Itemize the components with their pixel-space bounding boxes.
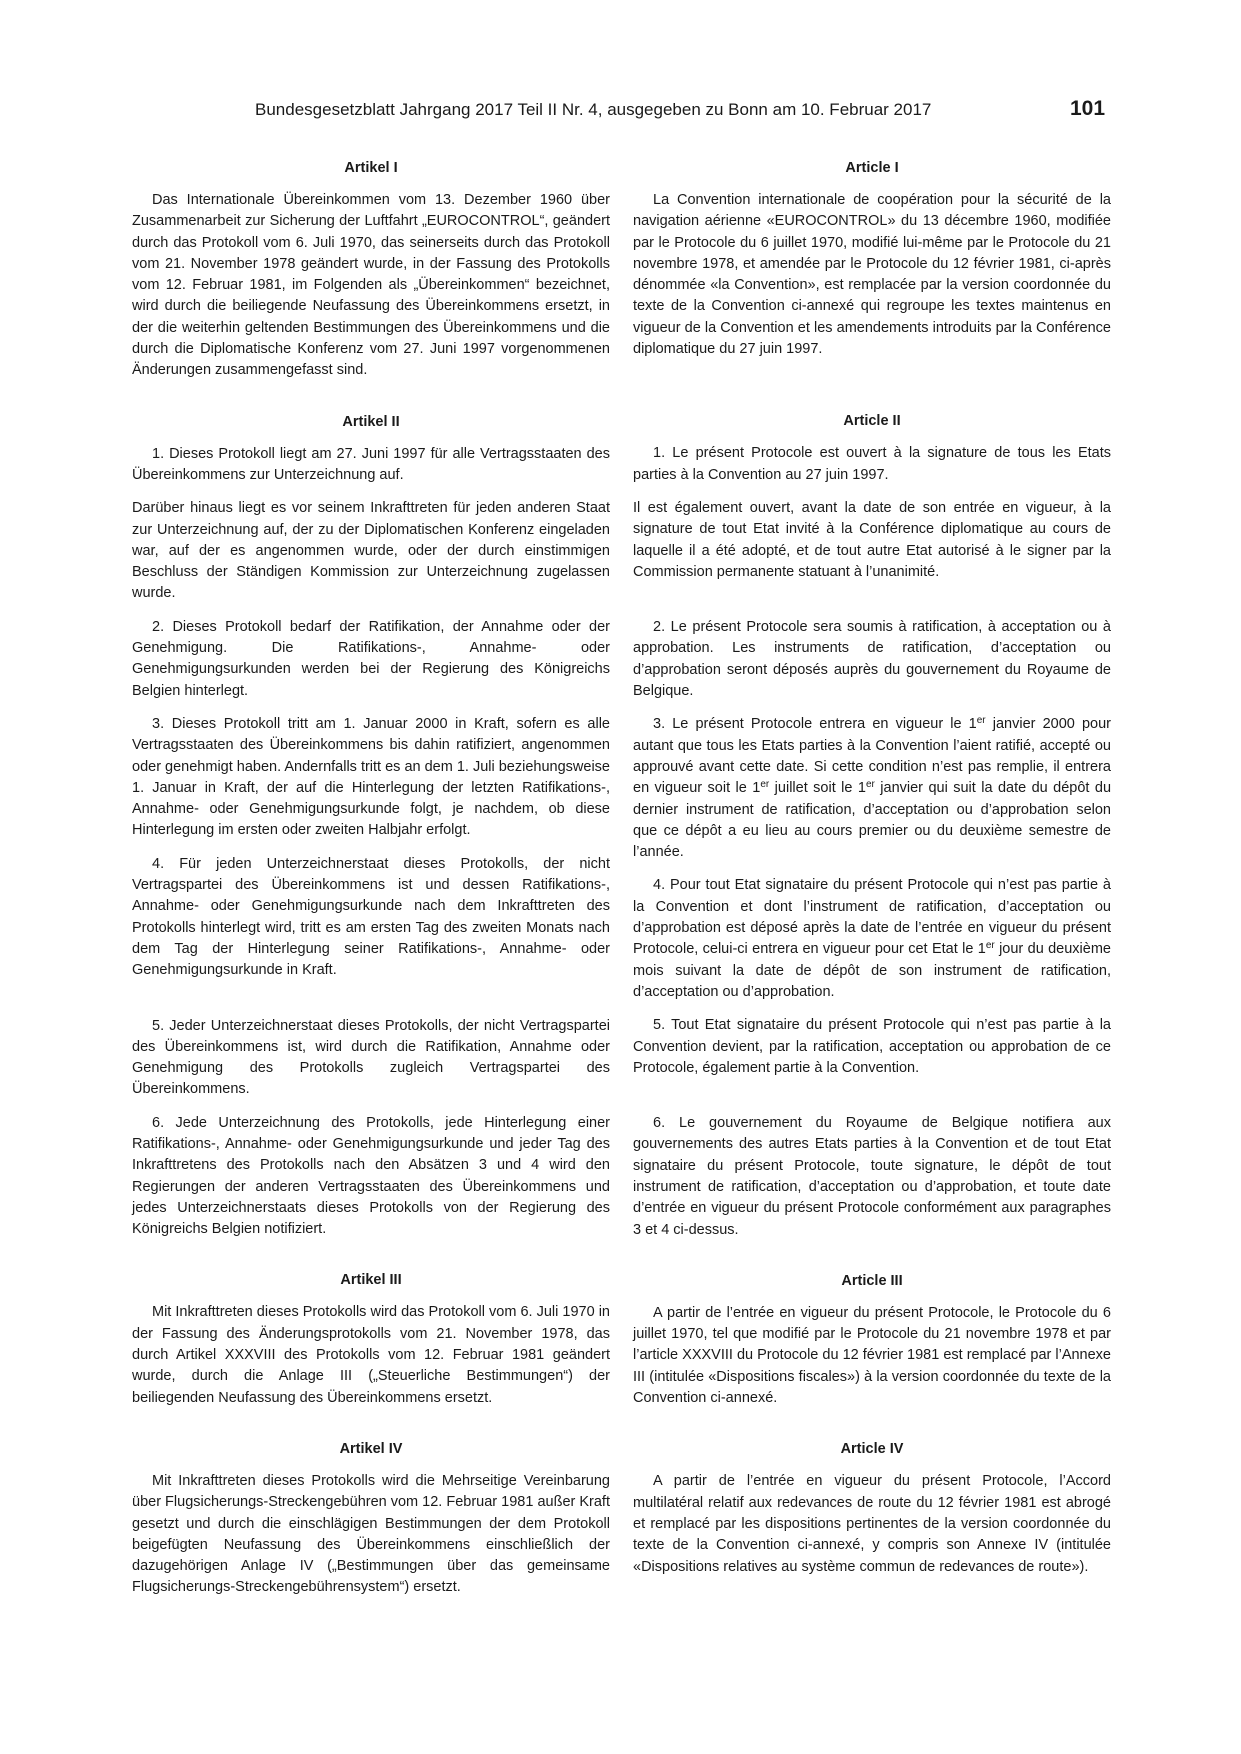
article-3-heading: Article III [841,1272,903,1289]
article-3-paragraph: A partir de l’entrée en vigueur du présent Protocole, le Protocole du 6 juillet 1970, tel que modifié par le Protocole du 21 novembre 1978 et par l’article XXXVIII du Protocole du 12 février 1981 est remplacé par l’Annexe III (intitulée «Dispositions fiscales») à la version coordonnée du texte de la Convention ci-annexé. [633,1304,1111,1407]
superscript-er: er [985,940,995,952]
page-header [0,97,1241,130]
superscript-er: er [976,715,986,727]
artikel-2-paragraph-1b: Darüber hinaus liegt es vor seinem Inkrafttreten für jeden anderen Staat zur Unterzeichnung auf, der zu der Diplomatischen Konferenz eingeladen war, auf der es angenommen wurde, oder der durch einstimmigen Beschluss der Ständigen Kommission zur Unterzeichnung zugelassen wurde. [132,500,610,602]
artikel-3-heading: Artikel III [340,1272,402,1289]
artikel-2-paragraph-4: 4. Für jeden Unterzeichnerstaat dieses Protokolls, der nicht Vertragspartei des Übereinkommens ist und dessen Ratifikations-, Annahme- oder Genehmigungsurkunde nach dem Inkrafttreten des Protokolls hinterlegt wird, tritt es am ersten Tag des zweiten Monats nach dem Tag der Hinterlegung seiner Ratifikations-, Annahme- oder Genehmigungsurkunde in Kraft. [132,855,610,979]
artikel-2-paragraph-6: 6. Jede Unterzeichnung des Protokolls, jede Hinterlegung einer Ratifikations-, Annahme- oder Genehmigungsurkunde und jeder Tag des Inkrafttretens des Protokolls nach den Absätzen 3 und 4 wird den Regierungen der anderen Vertragsstaaten des Übereinkommens und jedes Unterzeichnerstaats dieses Protokolls von der Regierung des Königreichs Belgien notifiziert. [132,1114,610,1238]
article-1-heading: Article I [845,160,899,176]
article-2-paragraph-3-part-a: 3. Le présent Protocole entrera en vigueur le 1 [653,716,977,733]
article-2-paragraph-3-part-c: juillet soit le 1 [769,780,866,797]
artikel-4-heading: Artikel IV [339,1440,403,1457]
article-4-paragraph: A partir de l’entrée en vigueur du présent Protocole, l’Accord multilatéral relatif aux redevances de route du 12 février 1981 est abrogé et remplacé par les dispositions pertinentes de la version coordonnée du texte de la Convention ci-annexé, y compris son Annexe IV (intitulée «Dispositions relatives au système commun de redevances de route»). [633,1473,1111,1575]
artikel-1-paragraph: Das Internationale Übereinkommen vom 13. Dezember 1960 über Zusammenarbeit zur Sicherung der Luftfahrt „EUROCONTROL“, geändert durch das Protokoll vom 6. Juli 1970, das seinerseits durch das Protokoll vom 21. November 1978 geändert wurde, in der Fassung des Protokolls vom 12. Februar 1981, im Folgenden als „Übereinkommen“ bezeichnet, wird durch die beiliegende Neufassung des Übereinkommens ersetzt, in der die weiterhin geltenden Bestimmungen des Übereinkommens und die durch die Diplomatische Konferenz vom 27. Juni 1997 vorgenommenen Änderungen zusammengefasst sind. [132,192,610,379]
article-2-paragraph-3 [633,714,1111,863]
article-2-paragraph-4-part-b: jour du deuxième mois suivant la date de dépôt de son instrument de ratification, d’acceptation ou d’approbation. [633,941,1111,1000]
artikel-4-paragraph: Mit Inkrafttreten dieses Protokolls wird die Mehrseitige Vereinbarung über Flugsicherungs-Streckengebühren vom 12. Februar 1981 außer Kraft gesetzt und durch die einschlägigen Bestimmungen der dem Protokoll beigefügten Neufassung des Übereinkommens einschließlich der dazugehörigen Anlage IV („Bestimmungen über das gemeinsame Flugsicherungs-Streckengebührensystem“) ersetzt. [132,1472,610,1596]
article-2-paragraph-6: 6. Le gouvernement du Royaume de Belgique notifiera aux gouvernements des autres Etats parties à la Convention et de tout Etat signataire du présent Protocole, toute signature, le dépôt de tout instrument de ratification, d’acceptation ou d’approbation, et toute date d’entrée en vigueur du présent Protocole conformément aux paragraphes 3 et 4 ci-dessus. [633,1115,1111,1238]
article-2-paragraph-1: 1. Le présent Protocole est ouvert à la signature de tous les Etats parties à la Convention au 27 juin 1997. [633,445,1111,483]
superscript-er: er [865,779,875,791]
article-4-heading: Article IV [840,1441,904,1458]
article-1-paragraph: La Convention internationale de coopération pour la sécurité de la navigation aérienne «EUROCONTROL» du 13 décembre 1960, modifiée par le Protocole du 6 juillet 1970, modifié lui-même par le Protocole du 21 novembre 1978, et amendée par le Protocole du 12 février 1981, ci-après dénommée «la Convention», est remplacée par la version coordonnée du texte de la Convention ci-annexé qui regroupe les textes maintenus en vigueur de la Convention et les amendements introduits par la Conférence diplomatique du 27 juin 1997. [633,192,1111,358]
artikel-2-paragraph-2: 2. Dieses Protokoll bedarf der Ratifikation, der Annahme oder der Genehmigung. Die Ratifikations-, Annahme- oder Genehmigungsurkunden werden bei der Regierung des Königreichs Belgien hinterlegt. [132,618,610,699]
article-2-paragraph-2: 2. Le présent Protocole sera soumis à ratification, à acceptation ou à approbation. Les instruments de ratification, d’acceptation ou d’approbation seront déposés auprès du gouvernement du Royaume de Belgique. [633,619,1111,700]
article-2-paragraph-1b: Il est également ouvert, avant la date de son entrée en vigueur, à la signature de tout Etat invité à la Conférence diplomatique au cours de laquelle il a été adopté, et de tout autre Etat autorisé à le signer par la Commission permanente statuant à l’unanimité. [633,499,1111,580]
article-2-paragraph-4-part-a: 4. Pour tout Etat signataire du présent Protocole qui n’est pas partie à la Convention et dont l’instrument de ratification, d’acceptation ou d’approbation est déposé après la date de l’entrée en vigueur du présent Protocole, celui-ci entrera en vigueur pour cet Etat le 1 [633,877,1111,958]
artikel-1-heading: Artikel I [344,160,398,176]
page-number: 101 [1070,97,1106,120]
artikel-2-paragraph-3: 3. Dieses Protokoll tritt am 1. Januar 2000 in Kraft, sofern es alle Vertragsstaaten des Übereinkommens bis dahin ratifiziert, angenommen oder genehmigt haben. Andernfalls tritt es an dem 1. Juli beziehungsweise 1. Januar in Kraft, der auf die Hinterlegung der letzten Ratifikations-, Annahme- oder Genehmigungsurkunde folgt, je nachdem, ob diese Hinterlegung im ersten oder zweiten Halbjahr erfolgt. [132,715,610,839]
article-2-heading: Article II [843,413,901,430]
french-column [633,158,1111,1578]
article-2-paragraph-3-part-d: janvier qui suit la date du dépôt du dernier instrument de ratification, d’acceptation ou d’approbation selon que ce dépôt a eu lieu au cours premier ou du deuxième semestre de l’année. [633,780,1112,861]
superscript-er: er [760,779,770,791]
artikel-2-paragraph-1: 1. Dieses Protokoll liegt am 27. Juni 1997 für alle Vertragsstaaten des Übereinkommens zur Unterzeichnung auf. [132,445,610,483]
article-2-paragraph-4 [633,875,1111,1003]
german-column [132,158,610,1599]
artikel-2-heading: Artikel II [342,413,400,430]
article-2-paragraph-3-part-b: janvier 2000 pour autant que tous les Etats parties à la Convention l’aient ratifié, accepté ou approuvé avant cette date. Si cette condition n’est pas remplie, il entrera en vigueur soit le 1 [633,716,1111,797]
artikel-3-paragraph: Mit Inkrafttreten dieses Protokolls wird das Protokoll vom 6. Juli 1970 in der Fassung des Änderungsprotokolls vom 21. November 1978, das durch Artikel XXXVIII des Protokolls vom 12. Februar 1981 geändert wurde, durch die Anlage III („Steuerliche Bestimmungen“) der beiliegenden Neufassung des Übereinkommens ersetzt. [132,1304,610,1406]
article-2-paragraph-5: 5. Tout Etat signataire du présent Protocole qui n’est pas partie à la Convention devient, par la ratification, acceptation ou approbation de ce Protocole, également partie à la Convention. [633,1017,1111,1076]
artikel-2-paragraph-5: 5. Jeder Unterzeichnerstaat dieses Protokolls, der nicht Vertragspartei des Übereinkommens ist, wird durch die Ratifikation, Annahme oder Genehmigung des Protokolls zugleich Vertragspartei des Übereinkommens. [132,1017,610,1098]
running-header: Bundesgesetzblatt Jahrgang 2017 Teil II Nr. 4, ausgegeben zu Bonn am 10. Februar 2017 [255,100,932,119]
